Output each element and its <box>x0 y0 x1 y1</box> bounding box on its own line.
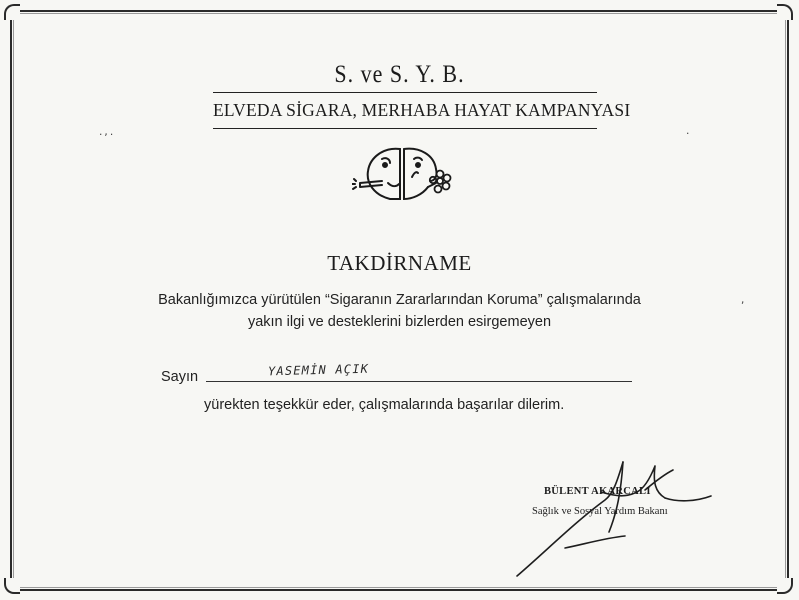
recipient-name-underline <box>206 381 632 382</box>
scan-speck: . <box>685 127 691 137</box>
border-corner-top-left <box>4 4 20 20</box>
certificate-text-line-2: yakın ilgi ve desteklerini bizlerden esirgemeyen <box>247 314 552 330</box>
signatory-title: Sağlık ve Sosyal Yardım Bakanı <box>532 506 668 517</box>
closing-text: yürekten teşekkür eder, çalışmalarında başarılar dilerim. <box>204 397 565 413</box>
border-corner-bottom-left <box>4 578 20 594</box>
recipient-name: YASEMİN AÇIK <box>267 361 370 379</box>
smoking-face-flower-logo-icon <box>352 143 452 205</box>
signatory-name: BÜLENT AKARCALI <box>544 486 651 497</box>
certificate-text-line-1: Bakanlığımızca yürütülen “Sigaranın Zararlarından Koruma” çalışmalarında <box>158 292 641 308</box>
handwritten-signature <box>505 452 725 582</box>
header-rule-top <box>213 92 597 93</box>
scan-speck: , <box>740 296 746 306</box>
border-corner-top-right <box>777 4 793 20</box>
header-rule-bottom <box>213 128 597 129</box>
campaign-title: ELVEDA SİGARA, MERHABA HAYAT KAMPANYASI <box>213 100 631 120</box>
certificate-title: TAKDİRNAME <box>327 251 472 275</box>
salutation-label: Sayın <box>161 369 199 385</box>
border-corner-bottom-right <box>777 578 793 594</box>
scan-speck: .,. <box>98 128 115 138</box>
ministry-abbreviation: S. ve S. Y. B. <box>334 59 465 88</box>
